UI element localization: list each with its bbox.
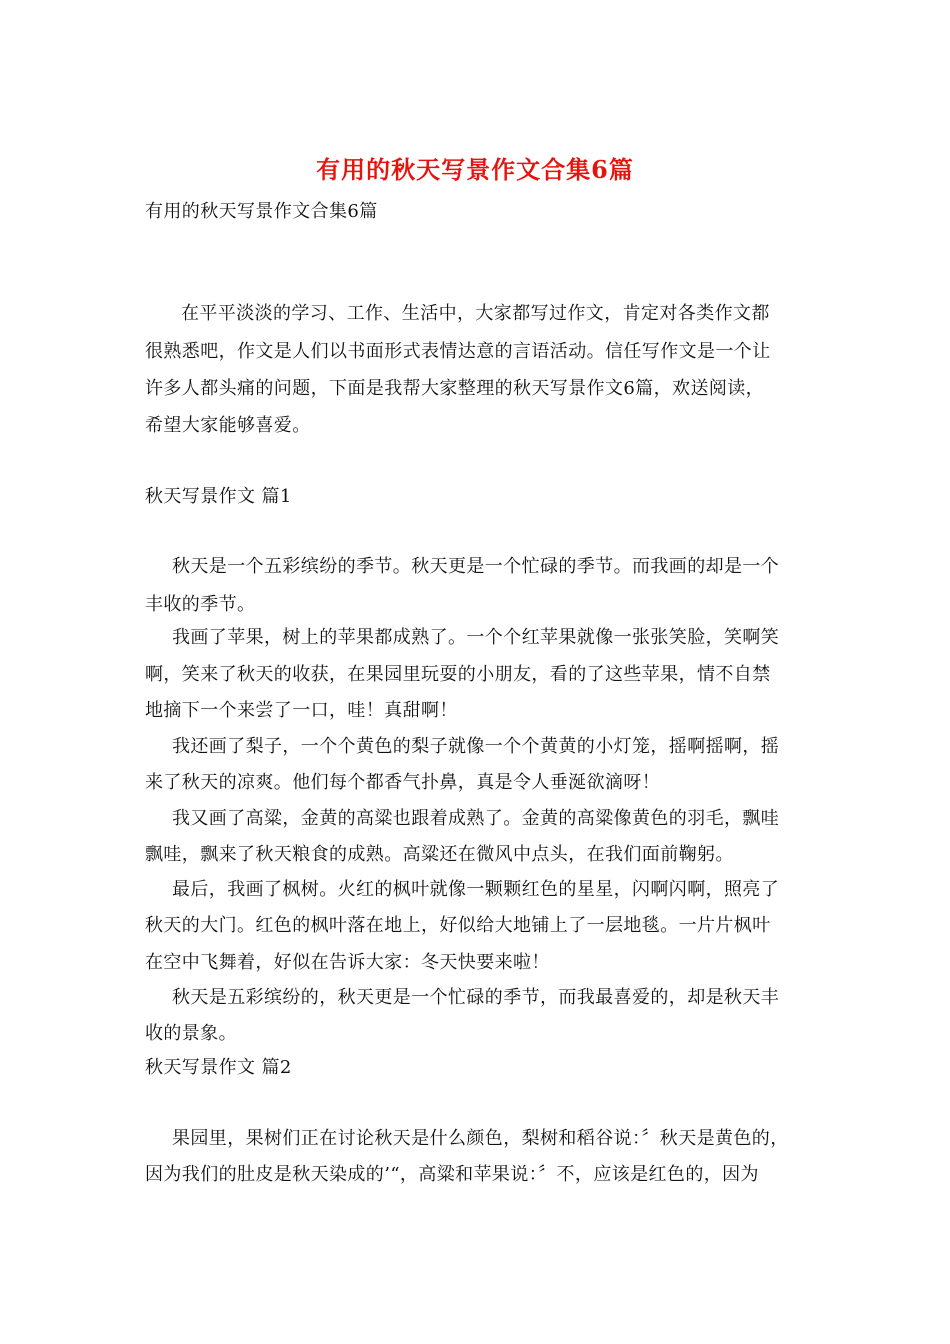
paragraph-line: 地摘下一个来尝了一口，哇！真甜啊！ (145, 700, 458, 721)
intro-line: 希望大家能够喜爱。 (145, 415, 311, 436)
paragraph-line: 秋天是一个五彩缤纷的季节。秋天更是一个忙碌的季节。而我画的却是一个 (172, 556, 780, 577)
paragraph-line: 我又画了高粱，金黄的高粱也跟着成熟了。金黄的高粱像黄色的羽毛，飘哇 (172, 808, 780, 829)
intro-line: 在平平淡淡的学习、工作、生活中，大家都写过作文，肯定对各类作文都 (181, 303, 770, 324)
paragraph-line: 啊，笑来了秋天的收获，在果园里玩耍的小朋友，看的了这些苹果，情不自禁 (145, 664, 771, 685)
paragraph-line: 秋天的大门。红色的枫叶落在地上，好似给大地铺上了一层地毯。一片片枫叶 (145, 915, 771, 936)
paragraph-line: 我画了苹果，树上的苹果都成熟了。一个个红苹果就像一张张笑脸，笑啊笑 (172, 627, 780, 648)
paragraph-line: 丰收的季节。 (145, 594, 256, 615)
paragraph-line: 来了秋天的凉爽。他们每个都香气扑鼻，真是令人垂涎欲滴呀！ (145, 772, 661, 793)
document-title: 有用的秋天写景作文合集6篇 (316, 155, 634, 184)
intro-line: 许多人都头痛的问题，下面是我帮大家整理的秋天写景作文6篇，欢送阅读， (145, 378, 765, 399)
paragraph-line: 最后，我画了枫树。火红的枫叶就像一颗颗红色的星星，闪啊闪啊，照亮了 (172, 879, 780, 900)
paragraph-line: 我还画了梨子，一个个黄色的梨子就像一个个黄黄的小灯笼，摇啊摇啊，摇 (172, 736, 780, 757)
paragraph-line: 飘哇，飘来了秋天粮食的成熟。高粱还在微风中点头，在我们面前鞠躬。 (145, 844, 734, 865)
intro-line: 很熟悉吧，作文是人们以书面形式表情达意的言语活动。信任写作文是一个让 (145, 341, 771, 362)
section-heading-2: 秋天写景作文 篇2 (145, 1057, 292, 1078)
paragraph-line: 果园里，果树们正在讨论秋天是什么颜色，梨树和稻谷说：〞秋天是黄色的， (172, 1128, 789, 1149)
paragraph-line: 秋天是五彩缤纷的，秋天更是一个忙碌的季节，而我最喜爱的，却是秋天丰 (172, 987, 780, 1008)
paragraph-line: 因为我们的肚皮是秋天染成的’“，高粱和苹果说：〞不，应该是红色的，因为 (145, 1164, 759, 1185)
document-subtitle: 有用的秋天写景作文合集6篇 (145, 201, 378, 222)
paragraph-line: 收的景象。 (145, 1023, 237, 1044)
section-heading-1: 秋天写景作文 篇1 (145, 486, 292, 507)
paragraph-line: 在空中飞舞着，好似在告诉大家：冬天快要来啦！ (145, 952, 550, 973)
